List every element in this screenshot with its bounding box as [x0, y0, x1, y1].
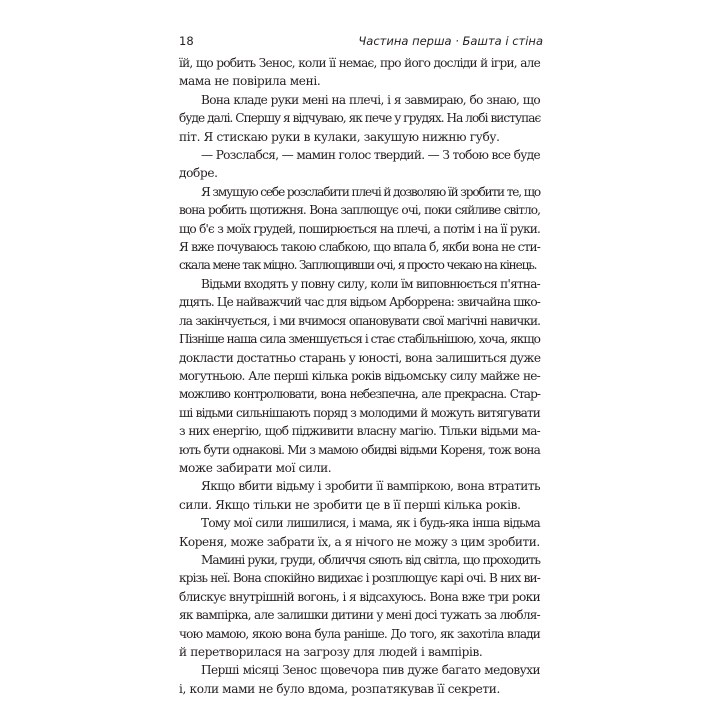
text-line: і, коли мами не було вдома, розпатякував її секрети.	[179, 681, 500, 696]
text-line: скала мене так міцно. Заплющивши очі, я просто чекаю на кінець.	[179, 258, 537, 273]
paragraph	[179, 183, 540, 275]
text-line: сили. Якщо тільки не зробити це в її перші кілька років.	[179, 497, 521, 512]
text-line: крізь неї. Вона спокійно видихає і розплющує карі очі. В них ви-	[179, 571, 540, 586]
text-line: Кореня, може забрати їх, а я нічого не можу з цим зробити.	[179, 534, 540, 549]
paragraph	[179, 275, 540, 477]
text-line: Я змушую себе розслабити плечі й дозволяю їй зробити те, що	[201, 184, 540, 199]
text-line: Мамині руки, груди, обличчя сяють від світла, що проходить	[201, 552, 540, 567]
text-line: буде далі. Спершу я відчуваю, як пече у грудях. На лобі виступає	[179, 111, 541, 126]
text-line: — Розслабся, — мамин голос твердий. — З тобою все буде	[201, 148, 540, 163]
paragraph	[179, 661, 540, 698]
text-line: вона робить щотижня. Вона заплющує очі, поки сяйливе світло,	[179, 203, 540, 218]
paragraph	[179, 514, 540, 551]
text-line: їй, що робить Зенос, коли її немає, про його досліди й ігри, але	[179, 56, 540, 70]
text-line: мама не повірила мені.	[179, 74, 321, 89]
text-line: Якщо вбити відьму і зробити її вампіркою, вона втратить	[201, 479, 540, 494]
text-line: докласти достатньо старань у юності, вона залишиться дуже	[179, 350, 541, 365]
text-line: піт. Я стискаю руки в кулаки, закушую нижню губу.	[179, 129, 500, 144]
text-line: що б'є з моїх грудей, поширюється на плечі, а потім і на її руки.	[179, 221, 540, 236]
paragraph	[179, 551, 540, 661]
paragraph	[179, 146, 540, 183]
paragraph	[179, 91, 540, 146]
text-line: могутньою. Але перші кілька років відьомську силу майже не-	[179, 368, 540, 383]
text-line: Перші місяці Зенос щовечора пив дуже багато медовухи	[201, 663, 540, 678]
body-text	[179, 54, 540, 698]
text-line: може забирати мої сили.	[179, 460, 332, 475]
text-line: можливо контролювати, вона небезпечна, але прекрасна. Стар-	[179, 387, 540, 402]
running-head	[179, 34, 543, 52]
text-line: добре.	[179, 166, 218, 181]
text-line: ють бути однакові. Ми з мамою обидві відьми Кореня, тож вона	[179, 442, 540, 457]
text-line: з них енергію, щоб підживити власну магію. Тільки відьми ма-	[179, 424, 540, 439]
text-line: як вампірка, але залишки дитини у мені досі тужать за любля-	[179, 608, 540, 623]
running-title: Частина перша · Башта і стіна	[358, 34, 543, 48]
text-line: чою мамою, якою вона була раніше. До того, як захотіла влади	[179, 626, 540, 641]
page-number: 18	[179, 34, 194, 48]
text-line: блискує внутрішній вогонь, і я відсахуюсь. Вона вже три роки	[179, 589, 540, 604]
text-line: Я вже почуваюсь такою слабкою, що впала б, якби вона не сти-	[179, 240, 540, 255]
text-line: й перетворилася на загрозу для людей і вампірів.	[179, 645, 483, 659]
text-line: Пізніше наша сила зменшується і стає стабільнішою, хоча, якщо	[179, 332, 540, 347]
text-line: Вона кладе руки мені на плечі, і я завмираю, бо знаю, що	[201, 92, 540, 107]
text-line: ші відьми сильнішають поряд з молодими й можуть витягувати	[179, 405, 540, 420]
text-line: ла закінчується, і ми вчимося опановувати свої магічні навички.	[179, 313, 540, 328]
text-line: Відьми входять у повну силу, коли їм виповнюється п'ятна-	[201, 276, 540, 291]
text-line: дцять. Це найважчий час для відьом Арборрена: звичайна шко-	[179, 295, 540, 310]
paragraph	[179, 54, 540, 91]
paragraph	[179, 477, 540, 514]
text-line: Тому мої сили лишилися, і мама, як і будь-яка інша відьма	[201, 516, 540, 531]
